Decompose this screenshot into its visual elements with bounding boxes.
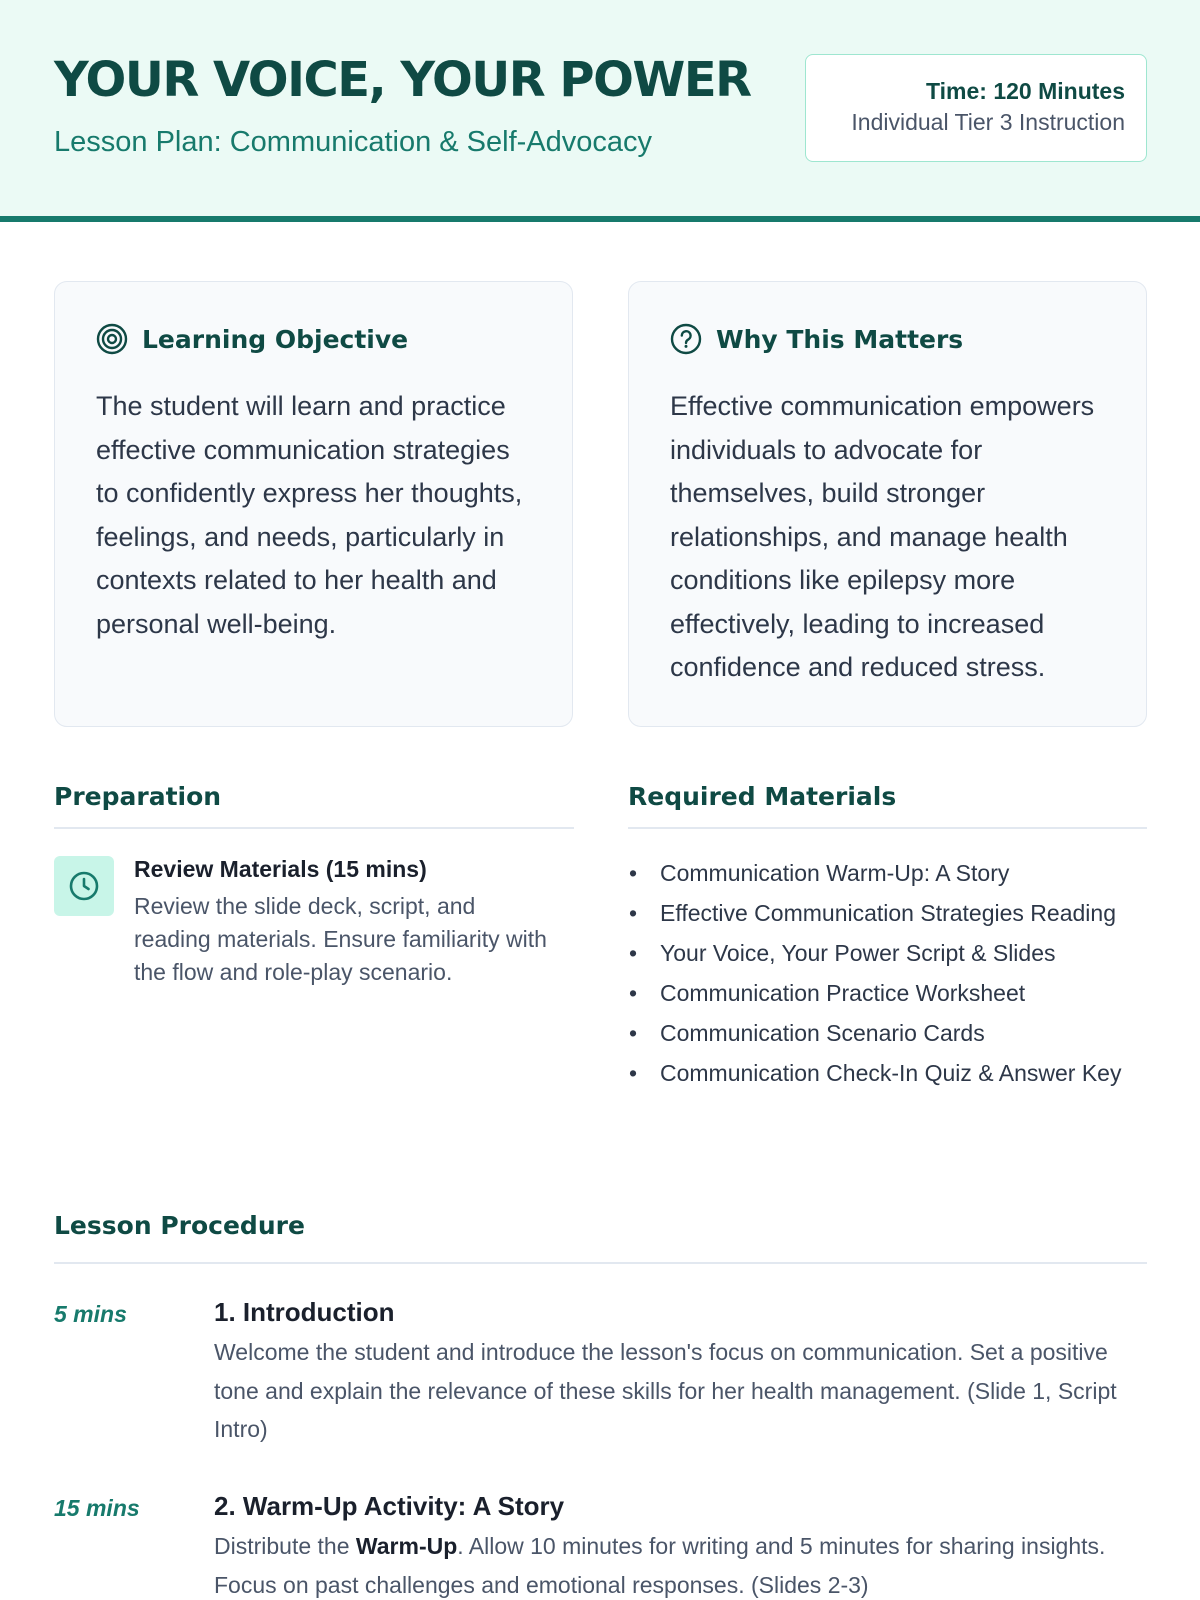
step-text: Distribute the bbox=[214, 1533, 356, 1559]
material-label: Your Voice, Your Power Script & Slides bbox=[660, 940, 1056, 966]
time-badge bbox=[805, 54, 1147, 162]
bullet: • bbox=[629, 860, 638, 886]
step-duration: 5 mins bbox=[54, 1301, 127, 1327]
list-item bbox=[627, 1057, 1147, 1090]
page-title: YOUR VOICE, YOUR POWER bbox=[54, 52, 751, 108]
prep-item-title: Review Materials (15 mins) bbox=[134, 856, 427, 882]
step-title: 1. Introduction bbox=[214, 1297, 395, 1327]
procedure-heading: Lesson Procedure bbox=[54, 1211, 305, 1240]
material-label: Communication Scenario Cards bbox=[660, 1020, 985, 1046]
materials-list bbox=[627, 857, 1147, 1097]
list-item bbox=[627, 857, 1147, 890]
learning-objective-card bbox=[54, 281, 573, 727]
card-title: Learning Objective bbox=[142, 324, 409, 354]
material-label: Communication Warm-Up: A Story bbox=[660, 860, 1010, 886]
bullet: • bbox=[629, 980, 638, 1006]
list-item bbox=[627, 897, 1147, 930]
material-label: Effective Communication Strategies Reading bbox=[660, 900, 1116, 926]
prep-item-description: Review the slide deck, script, and reading materials. Ensure familiarity with the flow and role-play scenario. bbox=[134, 893, 547, 985]
bullet: • bbox=[629, 1060, 638, 1086]
clock-icon bbox=[67, 869, 101, 903]
materials-divider bbox=[628, 827, 1147, 829]
step-duration: 15 mins bbox=[54, 1495, 140, 1521]
step-description: Welcome the student and introduce the lesson's focus on communication. Set a positive tone and explain the relevance of these skills for her health management. (Slide 1, Script Intro) bbox=[214, 1339, 1117, 1442]
material-label: Communication Check-In Quiz & Answer Key bbox=[660, 1060, 1122, 1086]
why-this-matters-card bbox=[628, 281, 1147, 727]
list-item bbox=[627, 937, 1147, 970]
question-circle-icon bbox=[670, 323, 702, 355]
card-body: The student will learn and practice effective communication strategies to confidently express her thoughts, feelings, and needs, particularly in contexts related to her health and personal well-being. bbox=[96, 391, 523, 639]
step-title: 2. Warm-Up Activity: A Story bbox=[214, 1491, 565, 1521]
time-duration: Time: 120 Minutes bbox=[926, 78, 1125, 104]
target-icon bbox=[96, 323, 128, 355]
preparation-heading: Preparation bbox=[54, 782, 222, 811]
step-emphasis: Warm-Up bbox=[355, 1533, 458, 1559]
instruction-tier: Individual Tier 3 Instruction bbox=[851, 109, 1125, 135]
page-subtitle: Lesson Plan: Communication & Self-Advocacy bbox=[54, 126, 653, 158]
procedure-divider bbox=[54, 1262, 1147, 1264]
material-label: Communication Practice Worksheet bbox=[660, 980, 1026, 1006]
step-description bbox=[214, 1527, 1154, 1600]
card-title: Why This Matters bbox=[716, 324, 964, 354]
lesson-header bbox=[0, 0, 1200, 222]
prep-icon-box bbox=[54, 856, 114, 916]
step-text: . Allow 10 minutes for writing and 5 minutes for sharing insights. Focus on past challenges and emotional responses. (Slides 2-3) bbox=[214, 1533, 1106, 1598]
bullet: • bbox=[629, 940, 638, 966]
bullet: • bbox=[629, 1020, 638, 1046]
bullet: • bbox=[629, 900, 638, 926]
list-item bbox=[627, 977, 1147, 1010]
list-item bbox=[627, 1017, 1147, 1050]
materials-heading: Required Materials bbox=[628, 782, 897, 811]
preparation-divider bbox=[54, 827, 574, 829]
card-body: Effective communication empowers individuals to advocate for themselves, build stronger relationships, and manage health conditions like epilepsy more effectively, leading to increased confidence and reduced stress. bbox=[670, 391, 1095, 682]
